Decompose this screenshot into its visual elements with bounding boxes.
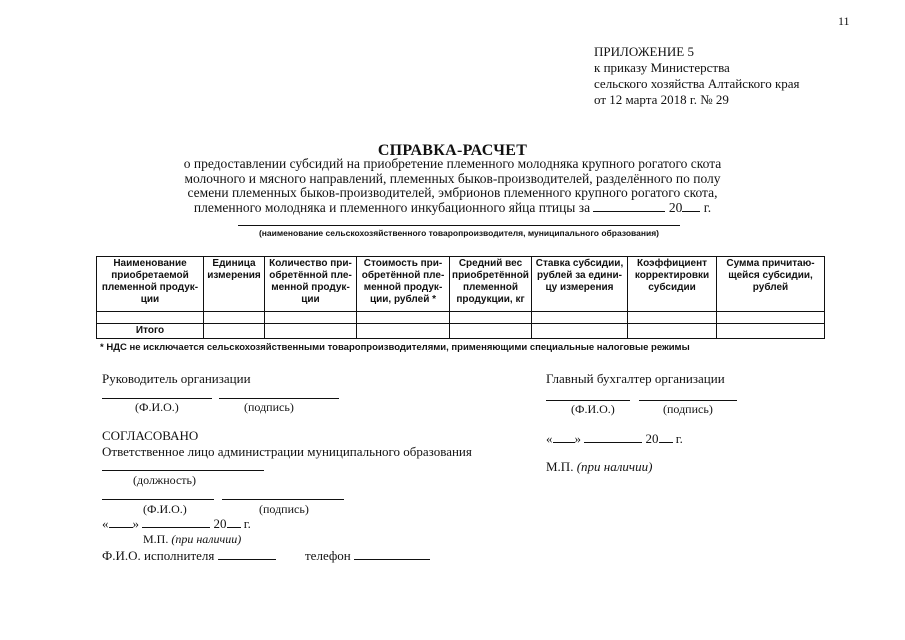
table-total-row [97, 324, 825, 339]
appendix-line: к приказу Министерства [594, 60, 730, 75]
phone-blank[interactable] [354, 549, 430, 560]
col-header-coefficient: Коэффициент корректировки субсидии [628, 257, 717, 312]
subsidy-table [96, 256, 825, 339]
subtitle-line: семени племенных быков-производителей, эмбрионов племенного крупного рогатого скота, [187, 185, 718, 201]
col-header-cost: Стоимость при-обретённой пле-менной продук-ции, рублей * [357, 257, 450, 312]
table-cell[interactable] [532, 312, 628, 324]
table-cell[interactable] [717, 312, 825, 324]
table-cell[interactable] [450, 312, 532, 324]
right-date-field [546, 431, 683, 447]
table-cell[interactable] [265, 324, 357, 339]
position-line[interactable] [102, 470, 264, 471]
table-cell[interactable] [357, 312, 450, 324]
accountant-fio-caption: (Ф.И.О.) [571, 402, 615, 416]
org-name-line[interactable] [238, 225, 680, 226]
document-title: СПРАВКА-РАСЧЕТ [377, 142, 528, 159]
total-label: Итого [97, 324, 204, 339]
head-fio-caption: (Ф.И.О.) [135, 400, 179, 414]
agreed-signature-line[interactable] [222, 499, 344, 500]
year-blank[interactable] [227, 517, 241, 528]
accountant-signature-caption: (подпись) [663, 402, 713, 416]
org-name-caption: (наименование сельскохозяйственного товаропроизводителя, муниципального образования) [258, 228, 660, 238]
year-prefix: 20 [645, 431, 659, 446]
right-stamp-label [546, 459, 652, 475]
table-header-row [97, 257, 825, 312]
period-blank[interactable] [593, 201, 665, 212]
table-cell[interactable] [204, 324, 265, 339]
subtitle-line: молочного и мясного направлений, племенных быков-производителей, разделённого по полу [184, 170, 721, 186]
left-stamp-label [143, 532, 241, 547]
subtitle-line-period [150, 201, 755, 216]
agreed-fio-caption: (Ф.И.О.) [143, 502, 187, 516]
head-signature-line[interactable] [219, 398, 339, 399]
year-prefix: 20 [213, 516, 227, 531]
page-number: 11 [838, 14, 850, 28]
col-header-weight: Средний вес приобретённой племенной продукции, кг [450, 257, 532, 312]
table-cell[interactable] [450, 324, 532, 339]
quote-open: « [546, 431, 553, 446]
col-header-product: Наименование приобретаемой племенной продук-ции [97, 257, 204, 312]
day-blank[interactable] [553, 432, 575, 443]
subtitle-line: племенного молодняка и племенного инкубационного яйца птицы за [193, 199, 591, 215]
head-signature-caption: (подпись) [244, 400, 294, 414]
appendix-line: от 12 марта 2018 г. № 29 [594, 92, 729, 107]
year-blank[interactable] [659, 432, 673, 443]
quote-close: » [574, 431, 581, 446]
table-cell[interactable] [357, 324, 450, 339]
table-cell[interactable] [717, 324, 825, 339]
document-subtitle [150, 157, 755, 215]
executor-field [102, 548, 276, 564]
table-cell[interactable] [532, 324, 628, 339]
vat-footnote: * НДС не исключается сельскохозяйственными товаропроизводителями, применяющими специальные налоговые режимы [100, 342, 690, 353]
quote-open: « [102, 516, 109, 531]
year-blank[interactable] [682, 201, 700, 212]
mp-label: М.П. [546, 459, 574, 474]
if-any-note: (при наличии) [576, 459, 653, 474]
position-caption: (должность) [133, 473, 196, 487]
year-suffix: г. [703, 199, 712, 215]
executor-label: Ф.И.О. исполнителя [102, 548, 215, 563]
year-suffix: г. [675, 431, 683, 446]
left-date-field [102, 516, 251, 532]
table-row [97, 312, 825, 324]
appendix-line: сельского хозяйства Алтайского края [594, 76, 800, 91]
year-suffix: г. [243, 516, 251, 531]
agreed-signature-caption: (подпись) [259, 502, 309, 516]
col-header-quantity: Количество при-обретённой пле-менной продук-ции [265, 257, 357, 312]
phone-field [305, 548, 430, 564]
executor-blank[interactable] [218, 549, 276, 560]
quote-close: » [132, 516, 139, 531]
subtitle-line: о предоставлении субсидий на приобретение племенного молодняка крупного рогатого скота [183, 156, 722, 171]
table-cell[interactable] [204, 312, 265, 324]
day-blank[interactable] [109, 517, 133, 528]
accountant-fio-line[interactable] [546, 400, 630, 401]
table-cell[interactable] [628, 312, 717, 324]
col-header-amount: Сумма причитаю-щейся субсидии, рублей [717, 257, 825, 312]
year-prefix: 20 [668, 199, 683, 215]
month-blank[interactable] [142, 517, 210, 528]
col-header-rate: Ставка субсидии, рублей за едини-цу измерения [532, 257, 628, 312]
responsible-person-label: Ответственное лицо администрации муниципального образования [102, 444, 472, 459]
chief-accountant-label: Главный бухгалтер организации [546, 371, 725, 386]
table-cell[interactable] [628, 324, 717, 339]
appendix-line: ПРИЛОЖЕНИЕ 5 [594, 44, 694, 59]
month-blank[interactable] [584, 432, 642, 443]
agreed-heading: СОГЛАСОВАНО [102, 428, 199, 443]
accountant-signature-line[interactable] [639, 400, 737, 401]
appendix-block [594, 44, 800, 108]
if-any-note: (при наличии) [171, 532, 242, 546]
agreed-fio-line[interactable] [102, 499, 214, 500]
phone-label: телефон [305, 548, 351, 563]
head-org-label: Руководитель организации [102, 371, 251, 386]
mp-label: М.П. [143, 532, 169, 546]
head-fio-line[interactable] [102, 398, 212, 399]
table-cell[interactable] [265, 312, 357, 324]
col-header-unit: Единица измерения [204, 257, 265, 312]
table-cell[interactable] [97, 312, 204, 324]
